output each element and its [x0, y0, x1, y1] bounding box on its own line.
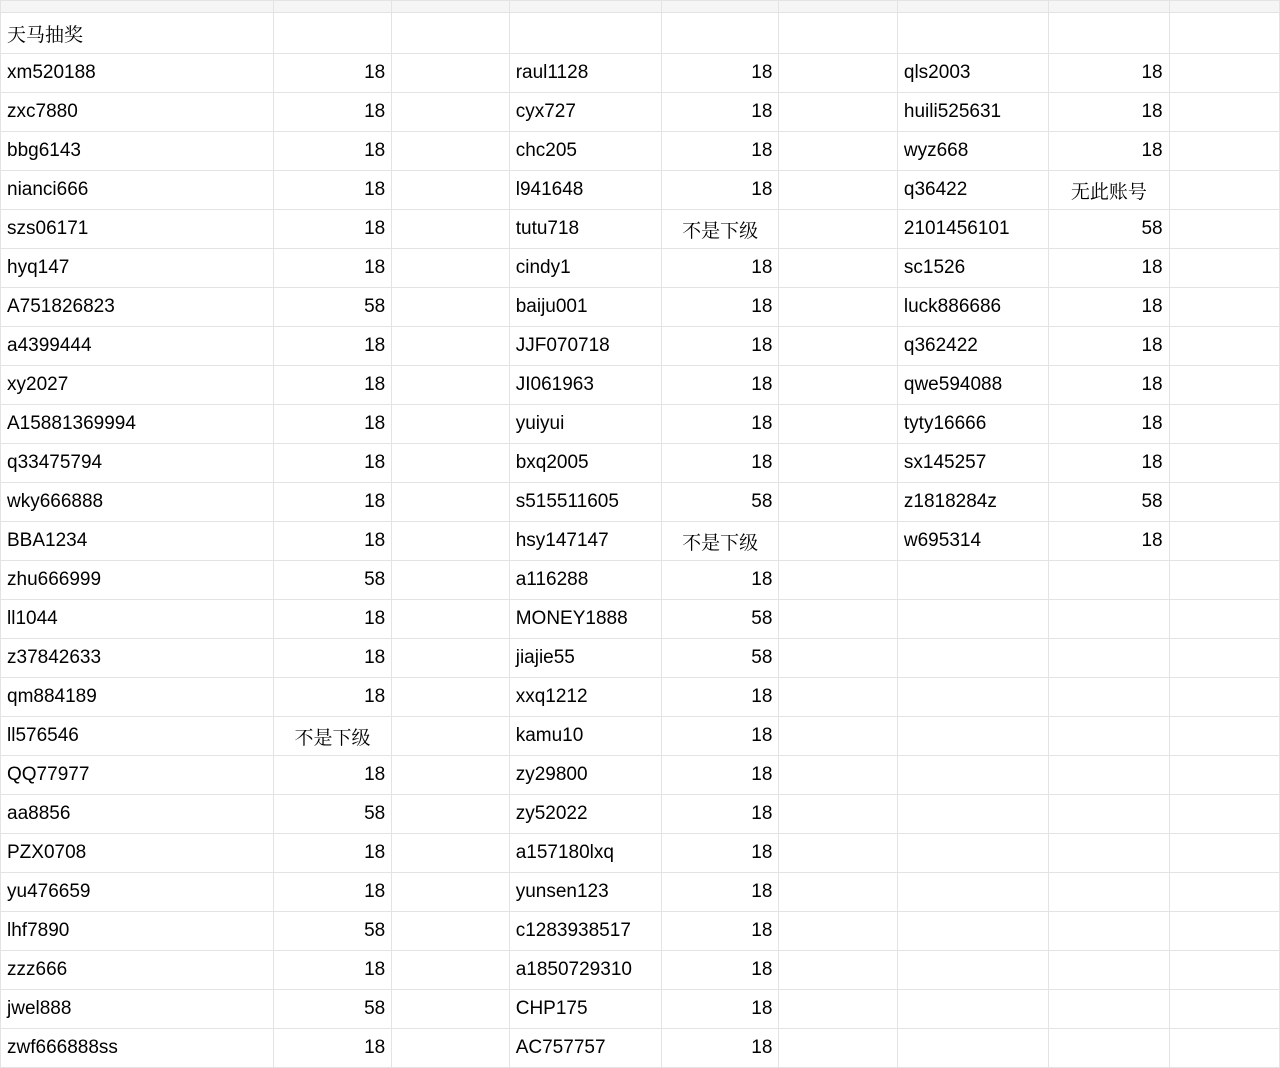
empty-cell[interactable]: [1169, 873, 1279, 912]
account-name-cell[interactable]: 2101456101: [897, 210, 1048, 249]
amount-cell[interactable]: [1049, 1029, 1170, 1068]
column-header-cell[interactable]: [1169, 1, 1279, 13]
account-name-cell[interactable]: zhu666999: [1, 561, 274, 600]
amount-cell[interactable]: [1049, 561, 1170, 600]
account-name-cell[interactable]: xxq1212: [509, 678, 661, 717]
account-name-cell[interactable]: CHP175: [509, 990, 661, 1029]
empty-cell[interactable]: [779, 210, 898, 249]
empty-cell[interactable]: [392, 990, 509, 1029]
amount-cell[interactable]: [1049, 717, 1170, 756]
account-name-cell[interactable]: bxq2005: [509, 444, 661, 483]
empty-cell[interactable]: [779, 951, 898, 990]
amount-cell[interactable]: [1049, 834, 1170, 873]
empty-cell[interactable]: [392, 639, 509, 678]
account-name-cell[interactable]: aa8856: [1, 795, 274, 834]
column-header-cell[interactable]: [273, 1, 392, 13]
empty-cell[interactable]: [1169, 13, 1279, 54]
account-name-cell[interactable]: a1850729310: [509, 951, 661, 990]
amount-cell[interactable]: 18: [1049, 93, 1170, 132]
amount-cell[interactable]: 18: [1049, 522, 1170, 561]
account-name-cell[interactable]: chc205: [509, 132, 661, 171]
account-name-cell[interactable]: ll576546: [1, 717, 274, 756]
amount-cell[interactable]: 18: [661, 834, 778, 873]
status-note-cell[interactable]: 不是下级: [661, 210, 778, 249]
empty-cell[interactable]: [1169, 93, 1279, 132]
amount-cell[interactable]: 58: [273, 912, 392, 951]
table-row: [1, 366, 1280, 405]
amount-cell[interactable]: 18: [273, 873, 392, 912]
empty-cell[interactable]: [779, 834, 898, 873]
amount-cell[interactable]: 18: [661, 873, 778, 912]
table-row: [1, 327, 1280, 366]
account-name-cell[interactable]: qls2003: [897, 54, 1048, 93]
table-row: [1, 249, 1280, 288]
account-name-cell[interactable]: [897, 873, 1048, 912]
amount-cell[interactable]: 18: [273, 132, 392, 171]
empty-cell[interactable]: [779, 13, 898, 54]
account-name-cell[interactable]: [897, 990, 1048, 1029]
empty-cell[interactable]: [779, 795, 898, 834]
amount-cell[interactable]: 18: [661, 366, 778, 405]
empty-cell[interactable]: [1169, 756, 1279, 795]
account-name-cell[interactable]: sx145257: [897, 444, 1048, 483]
empty-cell[interactable]: [779, 171, 898, 210]
amount-cell[interactable]: 18: [661, 678, 778, 717]
account-name-cell[interactable]: PZX0708: [1, 834, 274, 873]
account-name-cell[interactable]: cindy1: [509, 249, 661, 288]
account-name-cell[interactable]: luck886686: [897, 288, 1048, 327]
amount-cell[interactable]: 18: [1049, 249, 1170, 288]
table-row: [1, 873, 1280, 912]
amount-cell[interactable]: [1049, 990, 1170, 1029]
table-row: [1, 600, 1280, 639]
account-name-cell[interactable]: tyty16666: [897, 405, 1048, 444]
table-row: [1, 834, 1280, 873]
amount-cell[interactable]: 18: [273, 327, 392, 366]
empty-cell[interactable]: [392, 249, 509, 288]
empty-cell[interactable]: [392, 405, 509, 444]
sheet-body: [1, 1, 1280, 1068]
status-note-cell[interactable]: 不是下级: [661, 522, 778, 561]
account-name-cell[interactable]: yunsen123: [509, 873, 661, 912]
amount-cell[interactable]: 18: [273, 756, 392, 795]
account-name-cell[interactable]: wyz668: [897, 132, 1048, 171]
amount-cell[interactable]: [1049, 756, 1170, 795]
table-row: [1, 132, 1280, 171]
amount-cell[interactable]: 18: [661, 132, 778, 171]
empty-cell[interactable]: [779, 288, 898, 327]
table-row: [1, 717, 1280, 756]
table-row: [1, 756, 1280, 795]
account-name-cell[interactable]: q36422: [897, 171, 1048, 210]
account-name-cell[interactable]: hsy147147: [509, 522, 661, 561]
amount-cell[interactable]: 18: [1049, 288, 1170, 327]
empty-cell[interactable]: [779, 600, 898, 639]
account-name-cell[interactable]: nianci666: [1, 171, 274, 210]
account-name-cell[interactable]: a157180lxq: [509, 834, 661, 873]
empty-cell[interactable]: [779, 93, 898, 132]
empty-cell[interactable]: [1169, 639, 1279, 678]
empty-cell[interactable]: [779, 873, 898, 912]
account-name-cell[interactable]: [897, 717, 1048, 756]
amount-cell[interactable]: 18: [661, 717, 778, 756]
empty-cell[interactable]: [1169, 249, 1279, 288]
amount-cell[interactable]: 18: [661, 1029, 778, 1068]
empty-cell[interactable]: [392, 756, 509, 795]
account-name-cell[interactable]: zwf666888ss: [1, 1029, 274, 1068]
account-name-cell[interactable]: baiju001: [509, 288, 661, 327]
amount-cell[interactable]: 18: [661, 249, 778, 288]
amount-cell[interactable]: [1049, 795, 1170, 834]
table-row: [1, 522, 1280, 561]
account-name-cell[interactable]: zy29800: [509, 756, 661, 795]
empty-cell[interactable]: [1169, 1029, 1279, 1068]
empty-cell[interactable]: [392, 444, 509, 483]
table-row: [1, 795, 1280, 834]
table-row: [1, 678, 1280, 717]
amount-cell[interactable]: 18: [661, 912, 778, 951]
account-name-cell[interactable]: a116288: [509, 561, 661, 600]
empty-cell[interactable]: [779, 522, 898, 561]
empty-cell[interactable]: [392, 600, 509, 639]
empty-cell[interactable]: [392, 171, 509, 210]
account-name-cell[interactable]: hyq147: [1, 249, 274, 288]
amount-cell[interactable]: [1049, 600, 1170, 639]
amount-cell[interactable]: 18: [1049, 405, 1170, 444]
account-name-cell[interactable]: bbg6143: [1, 132, 274, 171]
amount-cell[interactable]: 58: [661, 483, 778, 522]
account-name-cell[interactable]: qm884189: [1, 678, 274, 717]
empty-cell[interactable]: [661, 13, 778, 54]
amount-cell[interactable]: 18: [661, 288, 778, 327]
empty-cell[interactable]: [509, 13, 661, 54]
account-name-cell[interactable]: tutu718: [509, 210, 661, 249]
amount-cell[interactable]: [1049, 639, 1170, 678]
account-name-cell[interactable]: zzz666: [1, 951, 274, 990]
empty-cell[interactable]: [392, 13, 509, 54]
account-name-cell[interactable]: yuiyui: [509, 405, 661, 444]
table-row: [1, 288, 1280, 327]
empty-cell[interactable]: [1049, 13, 1170, 54]
column-header-cell[interactable]: [1, 1, 274, 13]
amount-cell[interactable]: 58: [273, 561, 392, 600]
empty-cell[interactable]: [392, 483, 509, 522]
table-row: [1, 444, 1280, 483]
amount-cell[interactable]: 58: [273, 288, 392, 327]
empty-cell[interactable]: [1169, 600, 1279, 639]
empty-cell[interactable]: [392, 873, 509, 912]
table-row: [1, 951, 1280, 990]
empty-cell[interactable]: [1169, 327, 1279, 366]
account-name-cell[interactable]: AC757757: [509, 1029, 661, 1068]
amount-cell[interactable]: 18: [273, 249, 392, 288]
table-row: [1, 405, 1280, 444]
empty-cell[interactable]: [1169, 951, 1279, 990]
amount-cell[interactable]: 18: [273, 600, 392, 639]
amount-cell[interactable]: 18: [661, 444, 778, 483]
amount-cell[interactable]: 18: [661, 795, 778, 834]
status-note-cell[interactable]: 不是下级: [273, 717, 392, 756]
account-name-cell[interactable]: yu476659: [1, 873, 274, 912]
account-name-cell[interactable]: [897, 1029, 1048, 1068]
account-name-cell[interactable]: A751826823: [1, 288, 274, 327]
amount-cell[interactable]: 18: [273, 210, 392, 249]
empty-cell[interactable]: [1169, 210, 1279, 249]
amount-cell[interactable]: 18: [661, 327, 778, 366]
account-name-cell[interactable]: zxc7880: [1, 93, 274, 132]
table-row: [1, 990, 1280, 1029]
empty-cell[interactable]: [392, 951, 509, 990]
amount-cell[interactable]: 18: [661, 990, 778, 1029]
empty-cell[interactable]: [779, 756, 898, 795]
amount-cell[interactable]: 18: [661, 561, 778, 600]
page-title[interactable]: 天马抽奖: [1, 13, 274, 54]
empty-cell[interactable]: [1169, 483, 1279, 522]
amount-cell[interactable]: 18: [1049, 366, 1170, 405]
table-row: [1, 639, 1280, 678]
amount-cell[interactable]: 18: [273, 678, 392, 717]
empty-cell[interactable]: [779, 483, 898, 522]
empty-cell[interactable]: [1169, 444, 1279, 483]
amount-cell[interactable]: 18: [273, 366, 392, 405]
amount-cell[interactable]: 18: [273, 405, 392, 444]
account-name-cell[interactable]: xm520188: [1, 54, 274, 93]
account-name-cell[interactable]: sc1526: [897, 249, 1048, 288]
table-row: [1, 210, 1280, 249]
account-name-cell[interactable]: ll1044: [1, 600, 274, 639]
empty-cell[interactable]: [392, 327, 509, 366]
account-name-cell[interactable]: cyx727: [509, 93, 661, 132]
account-name-cell[interactable]: z37842633: [1, 639, 274, 678]
account-name-cell[interactable]: [897, 639, 1048, 678]
account-name-cell[interactable]: QQ77977: [1, 756, 274, 795]
amount-cell[interactable]: [1049, 873, 1170, 912]
empty-cell[interactable]: [779, 54, 898, 93]
amount-cell[interactable]: 18: [273, 93, 392, 132]
amount-cell[interactable]: 18: [661, 756, 778, 795]
account-name-cell[interactable]: BBA1234: [1, 522, 274, 561]
empty-cell[interactable]: [1169, 288, 1279, 327]
amount-cell[interactable]: 18: [273, 522, 392, 561]
status-note-cell[interactable]: 无此账号: [1049, 171, 1170, 210]
empty-cell[interactable]: [1169, 171, 1279, 210]
account-name-cell[interactable]: a4399444: [1, 327, 274, 366]
empty-cell[interactable]: [392, 717, 509, 756]
amount-cell[interactable]: [1049, 912, 1170, 951]
table-row: [1, 912, 1280, 951]
amount-cell[interactable]: 18: [1049, 444, 1170, 483]
account-name-cell[interactable]: [897, 600, 1048, 639]
amount-cell[interactable]: 58: [273, 795, 392, 834]
amount-cell[interactable]: 18: [273, 54, 392, 93]
empty-cell[interactable]: [779, 912, 898, 951]
amount-cell[interactable]: 18: [273, 171, 392, 210]
empty-cell[interactable]: [392, 522, 509, 561]
empty-cell[interactable]: [779, 561, 898, 600]
amount-cell[interactable]: 18: [1049, 327, 1170, 366]
amount-cell[interactable]: 18: [273, 834, 392, 873]
account-name-cell[interactable]: raul1128: [509, 54, 661, 93]
empty-cell[interactable]: [392, 210, 509, 249]
table-row: [1, 171, 1280, 210]
amount-cell[interactable]: 58: [273, 990, 392, 1029]
empty-cell[interactable]: [1169, 717, 1279, 756]
empty-cell[interactable]: [1169, 834, 1279, 873]
account-name-cell[interactable]: zy52022: [509, 795, 661, 834]
table-row: [1, 561, 1280, 600]
account-name-cell[interactable]: [897, 834, 1048, 873]
amount-cell[interactable]: 18: [273, 444, 392, 483]
account-name-cell[interactable]: xy2027: [1, 366, 274, 405]
column-header-cell[interactable]: [897, 1, 1048, 13]
empty-cell[interactable]: [392, 912, 509, 951]
empty-cell[interactable]: [392, 288, 509, 327]
account-name-cell[interactable]: [897, 951, 1048, 990]
empty-cell[interactable]: [779, 327, 898, 366]
empty-cell[interactable]: [1169, 990, 1279, 1029]
account-name-cell[interactable]: q33475794: [1, 444, 274, 483]
empty-cell[interactable]: [779, 444, 898, 483]
account-name-cell[interactable]: A15881369994: [1, 405, 274, 444]
amount-cell[interactable]: 58: [1049, 210, 1170, 249]
empty-cell[interactable]: [1169, 366, 1279, 405]
amount-cell[interactable]: 18: [661, 405, 778, 444]
empty-cell[interactable]: [392, 54, 509, 93]
amount-cell[interactable]: 58: [1049, 483, 1170, 522]
account-name-cell[interactable]: [897, 912, 1048, 951]
amount-cell[interactable]: 18: [661, 951, 778, 990]
amount-cell[interactable]: 18: [273, 1029, 392, 1068]
column-header-cell[interactable]: [779, 1, 898, 13]
column-header-row: [1, 1, 1280, 13]
account-name-cell[interactable]: qwe594088: [897, 366, 1048, 405]
amount-cell[interactable]: 58: [661, 639, 778, 678]
empty-cell[interactable]: [897, 13, 1048, 54]
amount-cell[interactable]: 58: [661, 600, 778, 639]
account-name-cell[interactable]: [897, 678, 1048, 717]
amount-cell[interactable]: 18: [273, 951, 392, 990]
account-name-cell[interactable]: l941648: [509, 171, 661, 210]
empty-cell[interactable]: [779, 132, 898, 171]
account-name-cell[interactable]: JJF070718: [509, 327, 661, 366]
empty-cell[interactable]: [392, 93, 509, 132]
account-name-cell[interactable]: [897, 561, 1048, 600]
table-row: [1, 93, 1280, 132]
empty-cell[interactable]: [392, 366, 509, 405]
account-name-cell[interactable]: c1283938517: [509, 912, 661, 951]
empty-cell[interactable]: [392, 1029, 509, 1068]
empty-cell[interactable]: [779, 678, 898, 717]
empty-cell[interactable]: [1169, 405, 1279, 444]
column-header-cell[interactable]: [509, 1, 661, 13]
table-row: [1, 54, 1280, 93]
empty-cell[interactable]: [392, 561, 509, 600]
amount-cell[interactable]: 18: [661, 171, 778, 210]
account-name-cell[interactable]: jiajie55: [509, 639, 661, 678]
account-name-cell[interactable]: s515511605: [509, 483, 661, 522]
account-name-cell[interactable]: huili525631: [897, 93, 1048, 132]
empty-cell[interactable]: [1169, 561, 1279, 600]
amount-cell[interactable]: 18: [661, 93, 778, 132]
empty-cell[interactable]: [1169, 522, 1279, 561]
empty-cell[interactable]: [779, 249, 898, 288]
empty-cell[interactable]: [392, 795, 509, 834]
account-name-cell[interactable]: jwel888: [1, 990, 274, 1029]
account-name-cell[interactable]: wky666888: [1, 483, 274, 522]
empty-cell[interactable]: [1169, 54, 1279, 93]
account-name-cell[interactable]: lhf7890: [1, 912, 274, 951]
account-name-cell[interactable]: z1818284z: [897, 483, 1048, 522]
empty-cell[interactable]: [1169, 678, 1279, 717]
amount-cell[interactable]: 18: [661, 54, 778, 93]
account-name-cell[interactable]: w695314: [897, 522, 1048, 561]
empty-cell[interactable]: [1169, 795, 1279, 834]
amount-cell[interactable]: 18: [1049, 54, 1170, 93]
amount-cell[interactable]: [1049, 951, 1170, 990]
empty-cell[interactable]: [392, 834, 509, 873]
empty-cell[interactable]: [779, 366, 898, 405]
amount-cell[interactable]: 18: [273, 639, 392, 678]
amount-cell[interactable]: 18: [1049, 132, 1170, 171]
empty-cell[interactable]: [273, 13, 392, 54]
account-name-cell[interactable]: kamu10: [509, 717, 661, 756]
account-name-cell[interactable]: [897, 756, 1048, 795]
empty-cell[interactable]: [779, 405, 898, 444]
title-row: [1, 13, 1280, 54]
account-name-cell[interactable]: szs06171: [1, 210, 274, 249]
account-name-cell[interactable]: JI061963: [509, 366, 661, 405]
amount-cell[interactable]: 18: [273, 483, 392, 522]
column-header-cell[interactable]: [392, 1, 509, 13]
empty-cell[interactable]: [779, 639, 898, 678]
account-name-cell[interactable]: q362422: [897, 327, 1048, 366]
empty-cell[interactable]: [779, 1029, 898, 1068]
table-row: [1, 483, 1280, 522]
account-name-cell[interactable]: MONEY1888: [509, 600, 661, 639]
empty-cell[interactable]: [1169, 132, 1279, 171]
account-name-cell[interactable]: [897, 795, 1048, 834]
empty-cell[interactable]: [1169, 912, 1279, 951]
empty-cell[interactable]: [779, 717, 898, 756]
empty-cell[interactable]: [392, 132, 509, 171]
amount-cell[interactable]: [1049, 678, 1170, 717]
empty-cell[interactable]: [392, 678, 509, 717]
column-header-cell[interactable]: [661, 1, 778, 13]
table-row: [1, 1029, 1280, 1068]
column-header-cell[interactable]: [1049, 1, 1170, 13]
empty-cell[interactable]: [779, 990, 898, 1029]
